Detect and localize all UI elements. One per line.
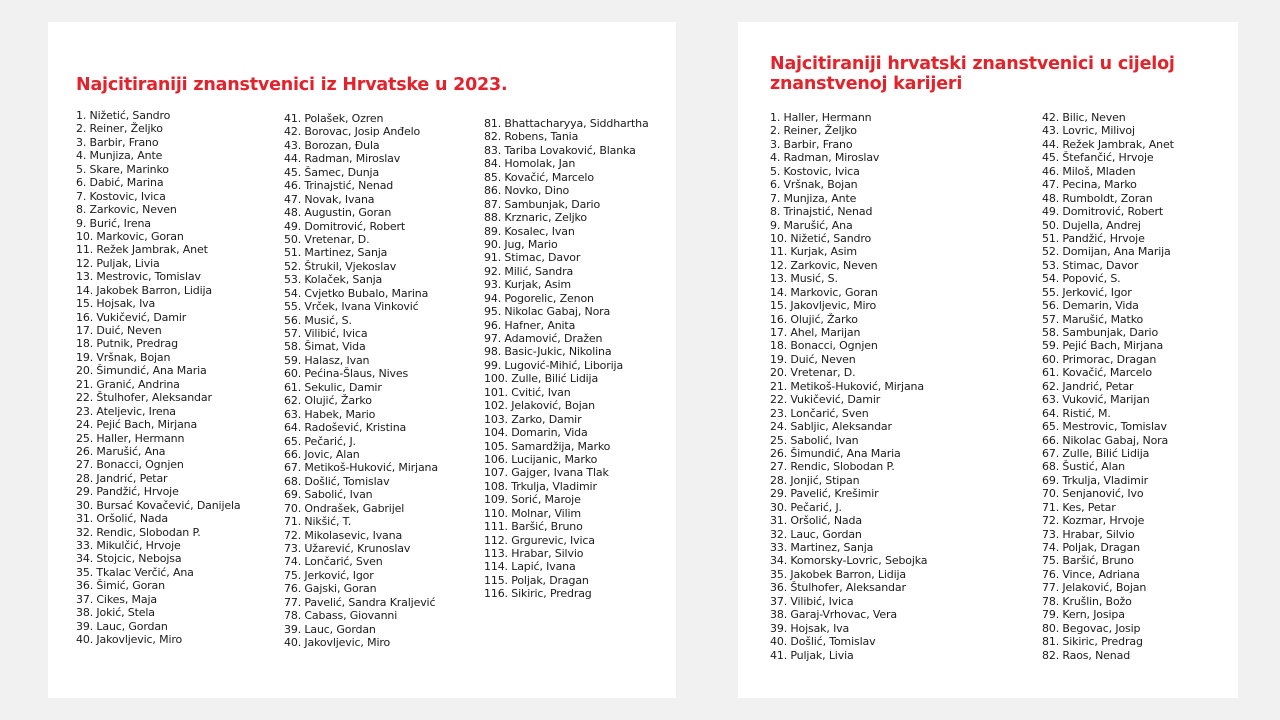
list-item: 5. Kostovic, Ivica	[770, 164, 860, 178]
list-item: 27. Bonacci, Ognjen	[76, 458, 184, 472]
list-item: 9. Marušić, Ana	[770, 218, 853, 232]
list-item: 39. Lauc, Gordan	[284, 622, 376, 636]
list-item: 28. Jonjić, Stipan	[770, 473, 860, 487]
list-item: 37. Cikes, Maja	[76, 592, 157, 606]
list-item: 85. Kovačić, Marcelo	[484, 170, 594, 184]
list-item: 27. Rendic, Slobodan P.	[770, 460, 895, 474]
list-item: 60. Pećina-Šlaus, Nives	[284, 367, 409, 381]
list-item: 82. Robens, Tania	[484, 130, 579, 144]
list-item: 42. Bilic, Neven	[1042, 111, 1126, 124]
list-item: 5. Skare, Marinko	[76, 162, 169, 176]
list-item: 115. Poljak, Dragan	[484, 573, 589, 587]
list-item: 76. Vince, Adriana	[1042, 567, 1140, 581]
list-item: 53. Kolaček, Sanja	[284, 273, 383, 287]
list-item: 43. Lovric, Milivoj	[1042, 124, 1135, 138]
list-item: 89. Kosalec, Ivan	[484, 224, 575, 238]
list-item: 29. Pandžić, Hrvoje	[76, 485, 179, 499]
list-item: 31. Oršolić, Nada	[76, 512, 168, 526]
list-item: 71. Kes, Petar	[1042, 500, 1116, 514]
list-item: 37. Vilibić, Ivica	[770, 594, 854, 608]
list-item: 35. Jakobek Barron, Lidija	[770, 567, 907, 581]
list-item: 77. Jelaković, Bojan	[1042, 581, 1147, 595]
list-item: 41. Puljak, Livia	[770, 648, 854, 662]
list-item: 49. Domitrović, Robert	[1042, 205, 1164, 219]
list-item: 52. Domijan, Ana Marija	[1042, 245, 1171, 259]
list-item: 88. Krznaric, Zeljko	[484, 211, 587, 225]
list-item: 107. Gajger, Ivana Tlak	[484, 466, 609, 480]
list-item: 32. Lauc, Gordan	[770, 527, 862, 541]
list-item: 76. Gajski, Goran	[284, 582, 377, 596]
list-item: 91. Stimac, Davor	[484, 251, 581, 265]
list-item: 25. Sabolić, Ivan	[770, 433, 859, 447]
list-item: 74. Lončarić, Sven	[284, 555, 383, 569]
list-item: 11. Režek Jambrak, Anet	[76, 243, 208, 257]
list-item: 81. Bhattacharyya, Siddhartha	[484, 117, 649, 130]
list-item: 41. Polašek, Ozren	[284, 112, 384, 125]
list-item: 39. Lauc, Gordan	[76, 619, 168, 633]
list-item: 79. Kern, Josipa	[1042, 608, 1125, 622]
list-item: 6. Vršnak, Bojan	[770, 178, 858, 192]
list-item: 15. Hojsak, Iva	[76, 297, 156, 311]
list-item: 49. Domitrović, Robert	[284, 219, 406, 233]
list-item: 31. Oršolić, Nada	[770, 514, 862, 528]
list-item: 75. Baršić, Bruno	[1042, 554, 1134, 568]
list-item: 68. Došlić, Tomislav	[284, 474, 390, 488]
left-panel-title: Najcitiraniji znanstvenici iz Hrvatske u 2023.	[76, 75, 508, 95]
list-item: 62. Olujić, Žarko	[284, 394, 372, 408]
list-item: 33. Martinez, Sanja	[770, 541, 874, 554]
list-item: 45. Štefančić, Hrvoje	[1042, 151, 1154, 165]
list-item: 81. Sikiric, Predrag	[1042, 635, 1143, 649]
list-item: 16. Olujić, Žarko	[770, 312, 858, 326]
list-item: 12. Zarkovic, Neven	[770, 258, 878, 272]
list-item: 4. Munjiza, Ante	[76, 149, 163, 163]
list-item: 3. Barbir, Frano	[76, 135, 159, 149]
list-item: 51. Martinez, Sanja	[284, 246, 388, 260]
list-item: 86. Novko, Dino	[484, 184, 570, 198]
list-item: 57. Marušić, Matko	[1042, 312, 1144, 326]
list-item: 13. Musić, S.	[770, 272, 838, 286]
list-item: 78. Krušlin, Božo	[1042, 594, 1132, 608]
right-list-column-2	[1042, 111, 1174, 662]
list-item: 3. Barbir, Frano	[770, 137, 853, 151]
list-item: 104. Domarin, Vida	[484, 426, 588, 440]
list-item: 70. Ondrašek, Gabrijel	[284, 501, 405, 515]
list-item: 72. Kozmar, Hrvoje	[1042, 514, 1145, 528]
list-item: 24. Pejić Bach, Mirjana	[76, 418, 198, 432]
left-panel	[48, 22, 676, 698]
left-list-column-3	[484, 117, 649, 601]
list-item: 59. Pejić Bach, Mirjana	[1042, 339, 1164, 353]
list-item: 8. Zarkovic, Neven	[76, 203, 177, 217]
list-item: 60. Primorac, Dragan	[1042, 352, 1157, 366]
list-item: 29. Pavelić, Krešimir	[770, 487, 879, 501]
list-item: 47. Novak, Ivana	[284, 192, 375, 206]
list-item: 30. Bursać Kovačević, Danijela	[76, 498, 241, 512]
list-item: 53. Stimac, Davor	[1042, 258, 1139, 272]
list-item: 30. Pečarić, J.	[770, 500, 842, 514]
list-item: 73. Hrabar, Silvio	[1042, 527, 1135, 541]
list-item: 72. Mikolasevic, Ivana	[284, 528, 403, 542]
list-item: 56. Musić, S.	[284, 313, 352, 327]
list-item: 14. Markovic, Goran	[770, 285, 878, 299]
list-item: 110. Molnar, Vilim	[484, 506, 581, 520]
list-item: 73. Užarević, Krunoslav	[284, 542, 411, 555]
right-panel	[738, 22, 1238, 698]
list-item: 48. Rumboldt, Zoran	[1042, 191, 1153, 205]
list-item: 44. Režek Jambrak, Anet	[1042, 137, 1174, 151]
list-item: 98. Basic-Jukic, Nikolina	[484, 345, 612, 359]
list-item: 38. Jokić, Stela	[76, 606, 155, 620]
list-item: 62. Jandrić, Petar	[1042, 379, 1134, 393]
list-item: 82. Raos, Nenad	[1042, 648, 1131, 662]
list-item: 16. Vukičević, Damir	[76, 310, 187, 324]
list-item: 100. Zulle, Bilić Lidija	[484, 372, 599, 386]
right-list-column-1	[770, 111, 927, 662]
list-item: 9. Burić, Irena	[76, 216, 151, 230]
list-item: 75. Jerković, Igor	[284, 568, 374, 582]
list-item: 102. Jelaković, Bojan	[484, 399, 596, 413]
list-item: 54. Popović, S.	[1042, 272, 1121, 286]
list-item: 18. Putnik, Predrag	[76, 337, 178, 351]
list-item: 21. Metikoš-Huković, Mirjana	[770, 379, 924, 393]
list-item: 74. Poljak, Dragan	[1042, 541, 1140, 554]
list-item: 23. Lončarić, Sven	[770, 406, 869, 420]
list-item: 22. Štulhofer, Aleksandar	[76, 391, 212, 405]
list-item: 64. Radošević, Kristina	[284, 421, 407, 435]
list-item: 71. Nikšić, T.	[284, 515, 352, 529]
list-item: 36. Štulhofer, Aleksandar	[770, 581, 906, 595]
list-item: 116. Sikiric, Predrag	[484, 587, 592, 601]
list-item: 112. Grgurevic, Ivica	[484, 533, 595, 547]
list-item: 69. Trkulja, Vladimir	[1042, 473, 1148, 487]
list-item: 67. Zulle, Bilić Lidija	[1042, 446, 1150, 460]
list-item: 61. Sekulic, Damir	[284, 380, 382, 394]
list-item: 66. Nikolac Gabaj, Nora	[1042, 433, 1169, 447]
list-item: 54. Cvjetko Bubalo, Marina	[284, 286, 429, 300]
list-item: 87. Sambunjak, Dario	[484, 197, 601, 211]
list-item: 84. Homolak, Jan	[484, 157, 576, 171]
list-item: 2. Reiner, Željko	[770, 124, 857, 138]
list-item: 42. Borovac, Josip Anđelo	[284, 125, 421, 139]
list-item: 59. Halasz, Ivan	[284, 353, 370, 367]
list-item: 68. Šustić, Alan	[1042, 460, 1125, 474]
list-item: 15. Jakovljevic, Miro	[770, 299, 877, 313]
list-item: 45. Šamec, Dunja	[284, 165, 380, 179]
list-item: 109. Sorić, Maroje	[484, 493, 581, 507]
left-list-column-2	[284, 112, 438, 650]
list-item: 64. Ristić, M.	[1042, 406, 1111, 420]
list-item: 6. Dabić, Marina	[76, 176, 164, 190]
list-item: 40. Jakovljevic, Miro	[284, 636, 391, 650]
list-item: 38. Garaj-Vrhovac, Vera	[770, 608, 897, 622]
list-item: 103. Zarko, Damir	[484, 412, 582, 426]
list-item: 20. Šimundić, Ana Maria	[76, 364, 207, 378]
list-item: 14. Jakobek Barron, Lidija	[76, 283, 213, 297]
list-item: 50. Vretenar, D.	[284, 232, 370, 246]
list-item: 48. Augustin, Goran	[284, 206, 392, 220]
list-item: 40. Došlić, Tomislav	[770, 635, 876, 649]
list-item: 22. Vukičević, Damir	[770, 393, 881, 407]
list-item: 1. Haller, Hermann	[770, 111, 872, 124]
list-item: 66. Jovic, Alan	[284, 447, 360, 461]
list-item: 50. Dujella, Andrej	[1042, 218, 1141, 232]
list-item: 46. Trinajstić, Nenad	[284, 179, 394, 193]
list-item: 46. Miloš, Mladen	[1042, 164, 1136, 178]
list-item: 35. Tkalac Verčić, Ana	[76, 565, 194, 579]
list-item: 93. Kurjak, Asim	[484, 278, 571, 292]
list-item: 19. Duić, Neven	[770, 352, 856, 366]
list-item: 56. Demarin, Vida	[1042, 299, 1139, 313]
list-item: 113. Hrabar, Silvio	[484, 547, 584, 560]
list-item: 26. Šimundić, Ana Maria	[770, 446, 901, 460]
list-item: 12. Puljak, Livia	[76, 256, 160, 270]
list-item: 17. Duić, Neven	[76, 324, 162, 337]
list-item: 55. Vrček, Ivana Vinković	[284, 300, 419, 314]
list-item: 70. Senjanović, Ivo	[1042, 487, 1144, 501]
list-item: 26. Marušić, Ana	[76, 444, 166, 458]
list-item: 18. Bonacci, Ognjen	[770, 339, 878, 353]
list-item: 108. Trkulja, Vladimir	[484, 479, 597, 493]
list-item: 43. Borozan, Đula	[284, 138, 380, 152]
list-item: 36. Šimić, Goran	[76, 579, 165, 593]
list-item: 94. Pogorelic, Zenon	[484, 291, 594, 305]
list-item: 99. Lugović-Mihić, Liborija	[484, 358, 624, 372]
list-item: 7. Munjiza, Ante	[770, 191, 857, 205]
list-item: 90. Jug, Mario	[484, 237, 558, 251]
list-item: 17. Ahel, Marijan	[770, 326, 861, 339]
list-item: 47. Pecina, Marko	[1042, 178, 1137, 192]
list-item: 55. Jerković, Igor	[1042, 285, 1132, 299]
list-item: 10. Nižetić, Sandro	[770, 231, 872, 245]
list-item: 33. Mikulčić, Hrvoje	[76, 539, 181, 552]
list-item: 1. Nižetić, Sandro	[76, 109, 171, 122]
list-item: 23. Ateljevic, Irena	[76, 404, 176, 418]
list-item: 95. Nikolac Gabaj, Nora	[484, 305, 611, 319]
list-item: 39. Hojsak, Iva	[770, 621, 850, 635]
list-item: 77. Pavelić, Sandra Kraljević	[284, 595, 436, 609]
list-item: 19. Vršnak, Bojan	[76, 350, 171, 364]
list-item: 7. Kostovic, Ivica	[76, 189, 166, 203]
list-item: 51. Pandžić, Hrvoje	[1042, 231, 1145, 245]
list-item: 114. Lapić, Ivana	[484, 560, 576, 574]
list-item: 106. Lucijanic, Marko	[484, 452, 598, 466]
left-list-column-1	[76, 109, 240, 647]
list-item: 67. Metikoš-Huković, Mirjana	[284, 461, 438, 475]
list-item: 78. Cabass, Giovanni	[284, 609, 398, 623]
list-item: 44. Radman, Miroslav	[284, 152, 401, 166]
list-item: 65. Mestrovic, Tomislav	[1042, 420, 1167, 434]
list-item: 83. Tariba Lovaković, Blanka	[484, 143, 636, 157]
list-item: 34. Stojcic, Nebojsa	[76, 552, 182, 566]
list-item: 13. Mestrovic, Tomislav	[76, 270, 201, 284]
list-item: 65. Pečarić, J.	[284, 434, 356, 448]
list-item: 105. Samardžija, Marko	[484, 439, 611, 453]
list-item: 97. Adamović, Dražen	[484, 332, 603, 345]
list-item: 63. Habek, Mario	[284, 407, 376, 421]
list-item: 10. Markovic, Goran	[76, 229, 184, 243]
list-item: 92. Milić, Sandra	[484, 264, 574, 278]
list-item: 58. Šimat, Vida	[284, 340, 366, 354]
list-item: 4. Radman, Miroslav	[770, 151, 880, 165]
list-item: 8. Trinajstić, Nenad	[770, 205, 873, 219]
list-item: 80. Begovac, Josip	[1042, 621, 1141, 635]
list-item: 111. Baršić, Bruno	[484, 520, 583, 534]
list-item: 52. Štrukil, Vjekoslav	[284, 259, 397, 273]
list-item: 34. Komorsky-Lovric, Sebojka	[770, 554, 928, 568]
list-item: 63. Vuković, Marijan	[1042, 393, 1150, 407]
list-item: 20. Vretenar, D.	[770, 366, 856, 380]
list-item: 25. Haller, Hermann	[76, 431, 185, 445]
list-item: 40. Jakovljevic, Miro	[76, 633, 183, 647]
list-item: 32. Rendic, Slobodan P.	[76, 525, 201, 539]
list-item: 11. Kurjak, Asim	[770, 245, 857, 259]
list-item: 57. Vilibić, Ivica	[284, 327, 368, 340]
list-item: 21. Granić, Andrina	[76, 377, 180, 391]
list-item: 2. Reiner, Željko	[76, 122, 163, 136]
list-item: 61. Kovačić, Marcelo	[1042, 366, 1152, 380]
list-item: 28. Jandrić, Petar	[76, 471, 168, 485]
right-panel-title: Najcitiraniji hrvatski znanstvenici u cijeloj znanstvenoj karijeri	[770, 54, 1175, 94]
list-item: 69. Sabolić, Ivan	[284, 488, 373, 502]
list-item: 58. Sambunjak, Dario	[1042, 326, 1159, 339]
list-item: 96. Hafner, Anita	[484, 318, 576, 332]
list-item: 101. Cvitić, Ivan	[484, 385, 571, 399]
list-item: 24. Sabljic, Aleksandar	[770, 420, 892, 434]
